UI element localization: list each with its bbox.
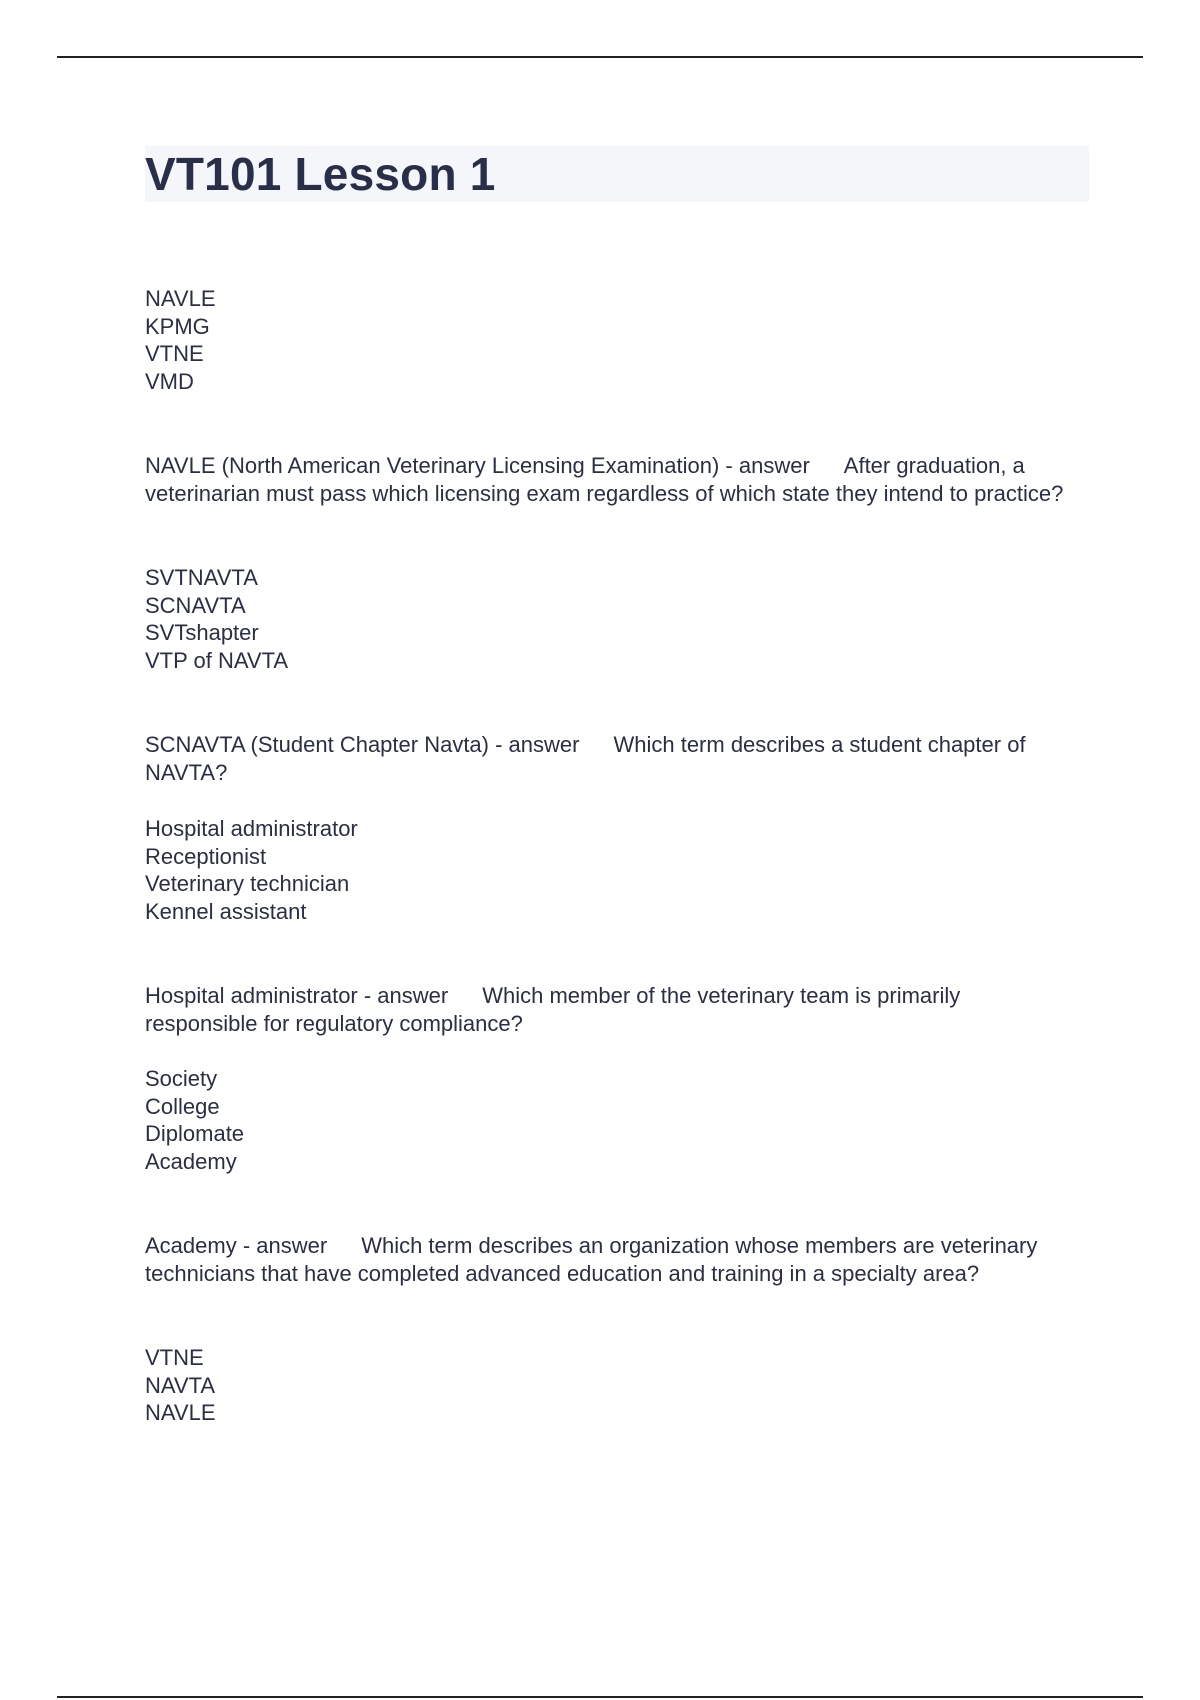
qa-paragraph [145,731,1075,786]
qa-text [145,1232,1075,1287]
qa-text [145,982,1075,1037]
question-text: Which term describes a student chapter of NAVTA? [145,732,1026,785]
option-item: SVTshapter [145,620,259,645]
option-list [145,1344,1075,1427]
footer-rule [57,1696,1143,1698]
option-item: VMD [145,368,194,394]
question-text: Which member of the veterinary team is primarily responsible for regulatory compliance? [145,983,961,1036]
answer-text: NAVLE (North American Veterinary Licensing Examination) - answer [145,453,810,478]
option-item: VTNE [145,1345,204,1370]
option-item: KPMG [145,313,210,339]
option-list [145,1065,1075,1175]
option-item: Society [145,1066,218,1091]
option-item: NAVLE [145,286,216,311]
option-item: NAVTA [145,1372,216,1398]
question-text: Which term describes an organization whose members are veterinary technicians that have completed advanced education and training in a specialty area? [145,1233,1038,1286]
qa-text [145,731,1075,786]
document-title: VT101 Lesson 1 [145,148,496,200]
question-text: After graduation, a veterinarian must pass which licensing exam regardless of which state they intend to practice? [145,453,1064,506]
header-rule [57,56,1143,58]
answer-text: Hospital administrator - answer [145,983,449,1008]
option-item: VTP of NAVTA [145,647,289,673]
option-item: College [145,1093,220,1119]
answer-text: Academy - answer [145,1233,328,1258]
option-item: Receptionist [145,843,267,869]
qa-paragraph [145,1232,1075,1287]
option-item: Hospital administrator [145,816,358,841]
qa-text [145,452,1075,507]
option-item: SVTNAVTA [145,565,258,590]
qa-paragraph [145,982,1075,1037]
option-item: VTNE [145,341,204,366]
qa-paragraph [145,452,1075,507]
option-list [145,564,1075,674]
option-item: Academy [145,1148,237,1174]
option-list [145,815,1075,925]
option-item: Kennel assistant [145,898,307,924]
option-item: Veterinary technician [145,871,350,896]
option-item: NAVLE [145,1400,216,1425]
answer-text: SCNAVTA (Student Chapter Navta) - answer [145,732,580,757]
option-item: SCNAVTA [145,592,246,618]
option-list [145,285,1075,395]
option-item: Diplomate [145,1121,245,1146]
